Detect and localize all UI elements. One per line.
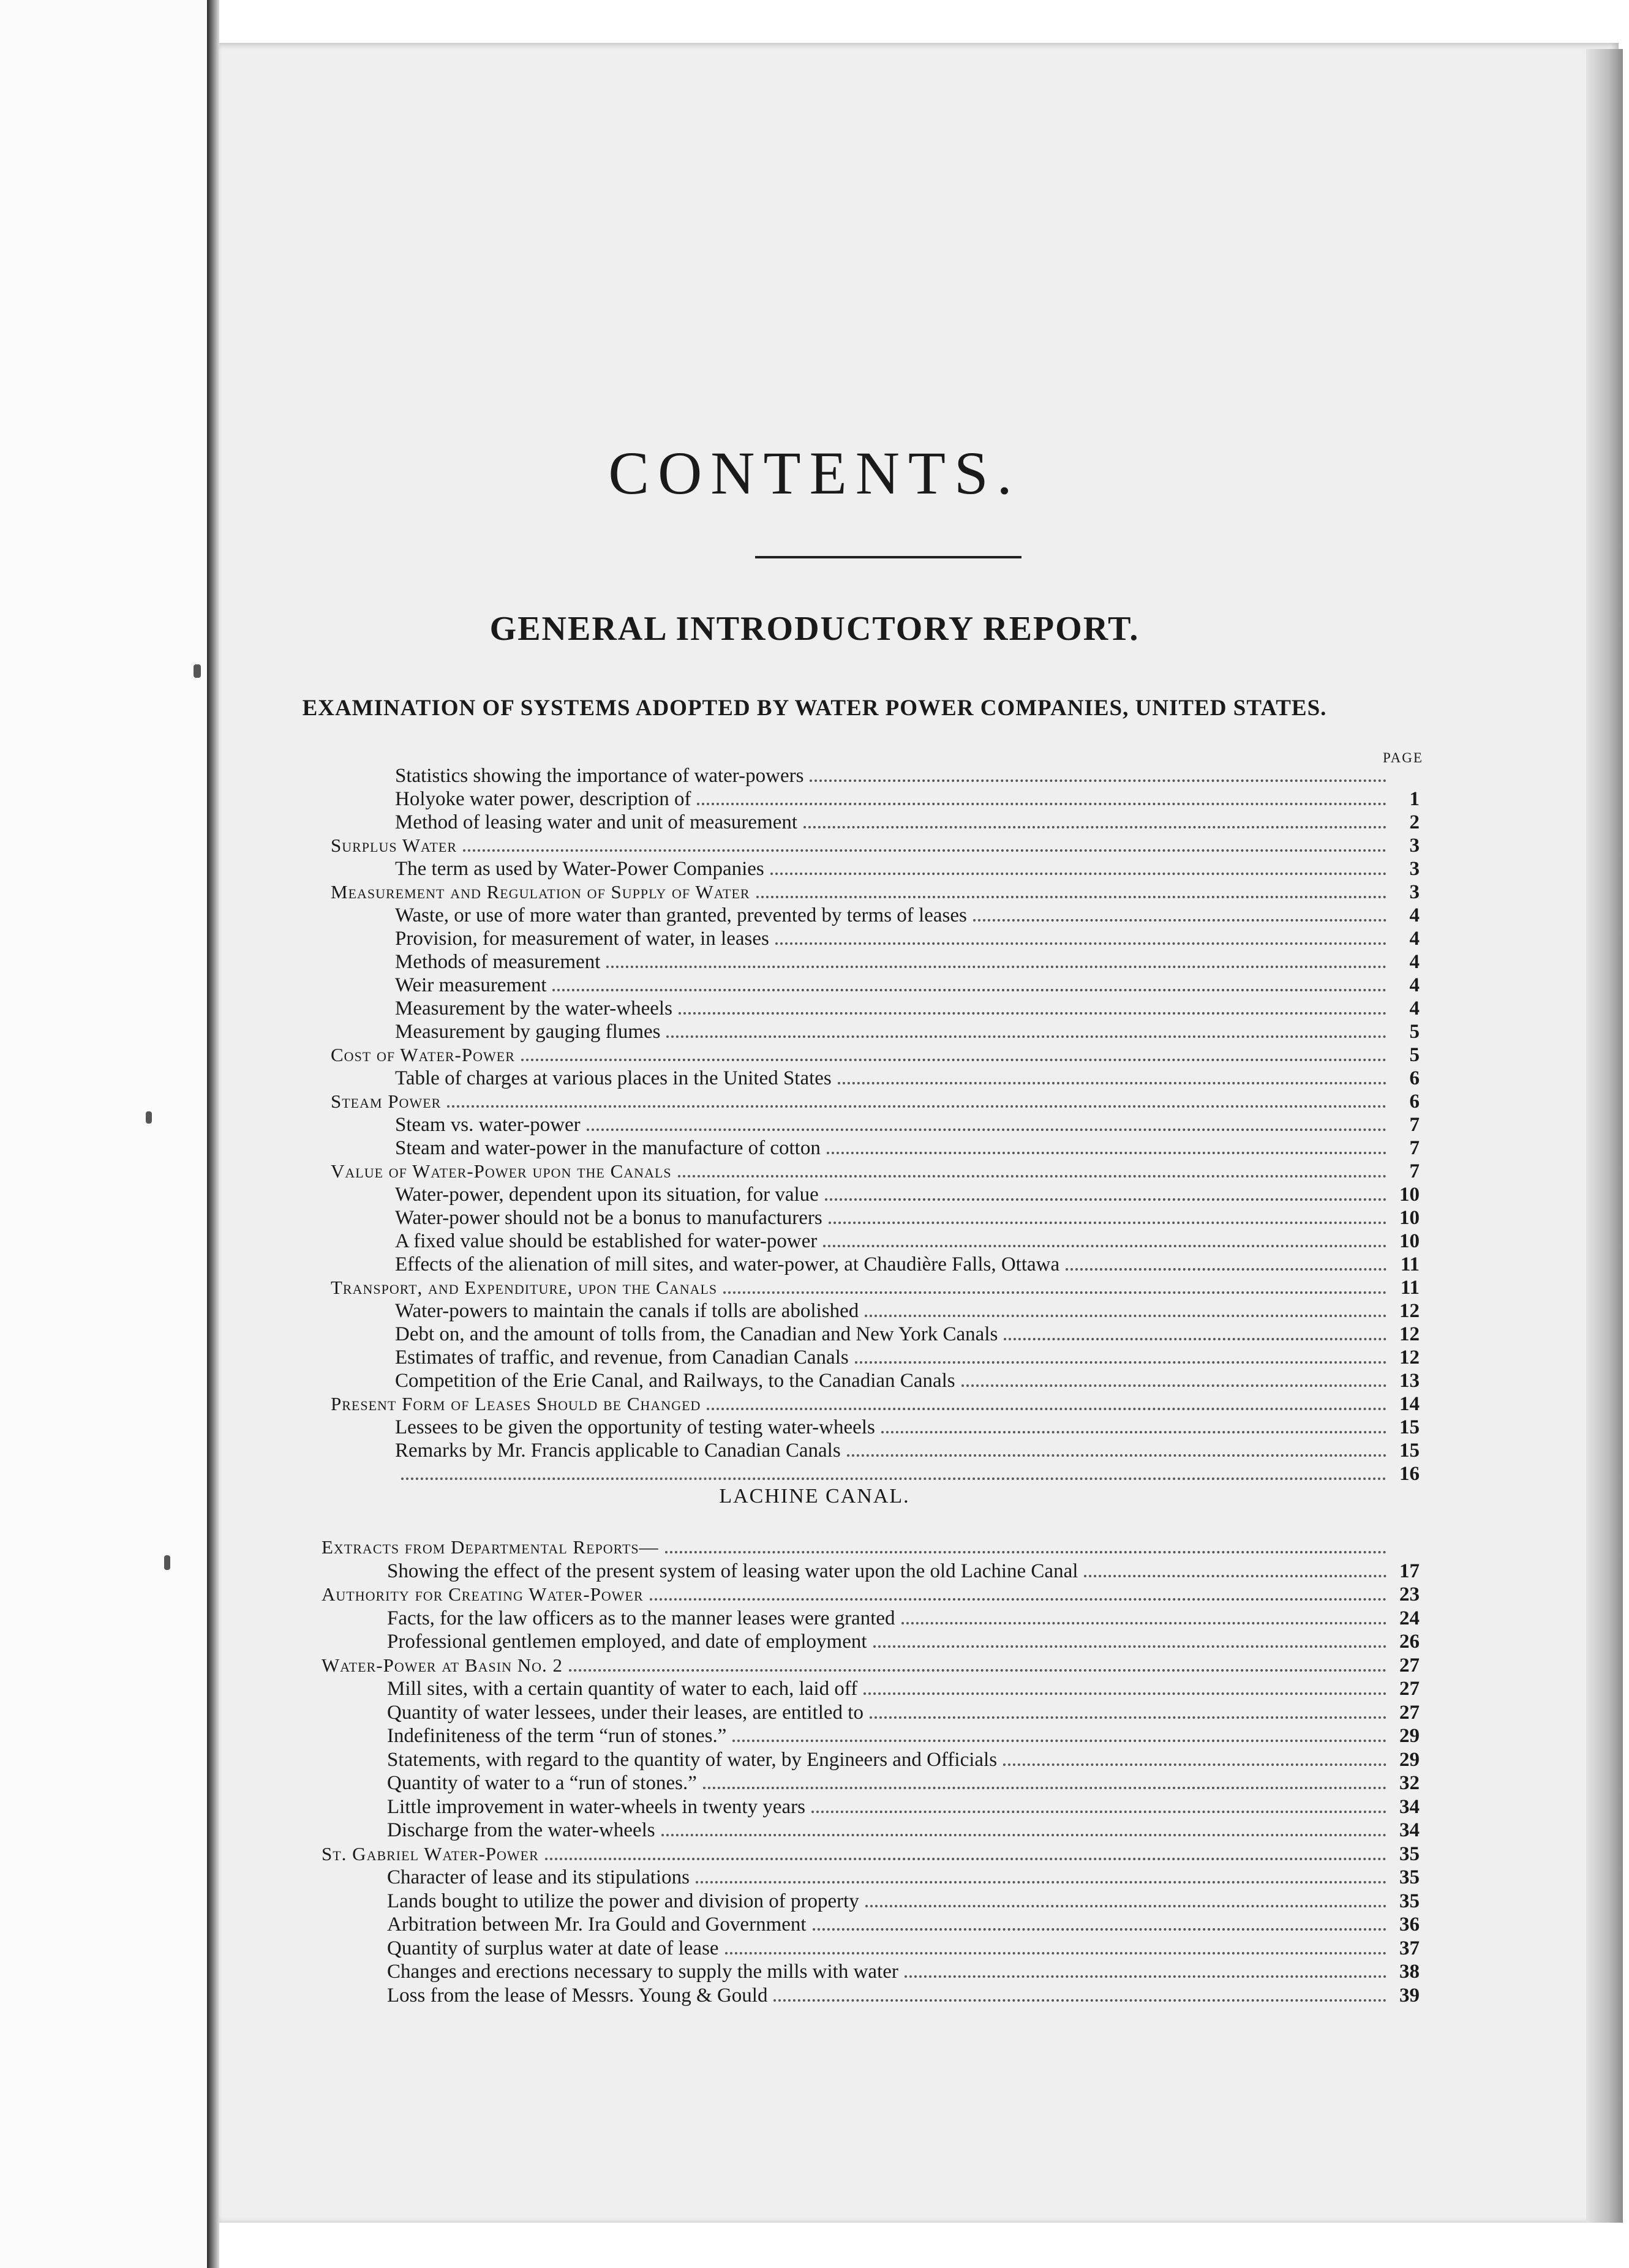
toc-page-number: 13 [1399,1370,1420,1392]
toc-entry [387,1864,1420,1888]
toc-entry-text: Table of charges at various places in the United States [395,1067,832,1089]
toc-page-number: 4 [1409,974,1420,996]
title-rule [755,556,1021,558]
toc-entry-text: Professional gentlemen employed, and date of employment [387,1631,867,1653]
toc-entry-text: Water-power, dependent upon its situation, for value [395,1184,819,1206]
toc-entry [387,1558,1420,1582]
toc-entry [387,1958,1420,1983]
toc-leader-dots [775,942,1386,945]
toc-leader-dots [447,1105,1386,1108]
toc-page-number: 7 [1409,1160,1420,1182]
toc-leader-dots [401,1478,1386,1480]
toc-entry-text: Water-powers to maintain the canals if tolls are abolished [395,1300,859,1322]
toc-entry-text: Statistics showing the importance of water-powers [395,765,804,787]
toc-page-number: 34 [1399,1819,1420,1841]
toc-entry [395,1437,1420,1462]
toc-page-number: 5 [1409,1044,1420,1066]
toc-entry-text: Waste, or use of more water than granted, prevented by terms of leases [395,904,967,926]
toc-leader-dots [723,1291,1386,1294]
toc-page-number: 27 [1399,1678,1420,1700]
toc-leader-dots [863,1692,1386,1695]
toc-entry [395,1111,1420,1136]
book-gutter [207,0,219,2268]
toc-leader-dots [756,896,1386,898]
toc-heading-entry [322,1581,1420,1605]
toc-entry [387,1982,1420,2007]
toc-entry [387,1722,1420,1747]
toc-leader-dots [545,1858,1386,1860]
toc-leader-dots [1003,1763,1386,1766]
toc-leader-dots [810,779,1386,782]
toc-entry-text: Quantity of water lessees, under their leases, are entitled to [387,1701,863,1724]
toc-leader-dots [865,1905,1386,1907]
toc-entry-text: Showing the effect of the present system of leasing water upon the old Lachine Canal [387,1560,1078,1582]
report-title: GENERAL INTRODUCTORY REPORT. [489,610,1140,648]
toc-leader-dots [961,1384,1386,1387]
toc-leader-dots [870,1716,1386,1719]
toc-leader-dots [725,1952,1386,1954]
toc-page-number: 35 [1399,1890,1420,1912]
toc-page-number: 29 [1399,1725,1420,1747]
toc-entry-text: Present Form of Leases Should be Changed [331,1393,701,1414]
toc-leader-dots [865,1315,1386,1317]
toc-leader-dots [1066,1268,1386,1271]
toc-entry [395,1414,1420,1438]
toc-page-number: 10 [1399,1230,1420,1252]
toc-heading-entry [322,1652,1420,1677]
toc-entry-text: St. Gabriel Water-Power [322,1842,539,1864]
toc-heading-entry [331,832,1420,857]
toc-entry [395,1321,1420,1345]
toc-leader-dots [881,1431,1386,1433]
toc-page-number: 7 [1409,1114,1420,1136]
toc-page-number: 5 [1409,1021,1420,1043]
toc-entry [395,786,1420,810]
toc-entry [395,925,1420,950]
toc-entry-text: Steam and water-power in the manufacture of cotton [395,1137,821,1159]
toc-leader-dots [823,1245,1386,1247]
toc-page-number: 24 [1399,1607,1420,1629]
toc-entry-text: Lands bought to utilize the power and division of property [387,1890,859,1912]
toc-entry-text: Water-power should not be a bonus to manufacturers [395,1207,822,1229]
toc-page-number: 27 [1399,1701,1420,1724]
page-edge [1586,49,1623,2223]
toc-entry-text: Remarks by Mr. Francis applicable to Canadian Canals [395,1440,841,1462]
toc-heading-entry [331,879,1420,903]
toc-entry-text: Method of leasing water and unit of measurement [395,811,798,833]
toc-heading-entry [331,1158,1420,1182]
toc-entry [395,972,1420,996]
toc-leader-dots [666,1035,1386,1038]
toc-heading-entry [331,1274,1420,1299]
toc-entry [387,1605,1420,1629]
toc-page-number: 10 [1399,1184,1420,1206]
toc-entry [387,1699,1420,1724]
toc-leader-dots [463,849,1386,852]
toc-page-number: 26 [1399,1631,1420,1653]
toc-page-number: 4 [1409,951,1420,973]
toc-entry-text: Quantity of water to a “run of stones.” [387,1772,697,1794]
toc-page-number: 39 [1399,1984,1420,2007]
toc-leader-dots [679,1012,1386,1015]
toc-entry [395,1065,1420,1089]
toc-page-number: 11 [1400,1277,1420,1299]
toc-leader-dots [707,1408,1386,1410]
toc-entry-text: Steam Power [331,1091,442,1112]
toc-page-number: 4 [1409,928,1420,950]
toc-leader-dots [905,1975,1386,1978]
toc-page-number: 2 [1409,811,1420,833]
toc-page-number: 35 [1399,1866,1420,1888]
toc-entry [395,1228,1420,1252]
toc-entry-text: Quantity of surplus water at date of lease [387,1937,719,1959]
toc-entry [395,1297,1420,1322]
toc-page-number: 3 [1409,881,1420,903]
toc-page-number: 29 [1399,1748,1420,1771]
toc-entry-text: Water-Power at Basin No. 2 [322,1654,563,1676]
toc-entry-text: Little improvement in water-wheels in twenty years [387,1795,805,1818]
toc-leader-dots [697,803,1386,805]
toc-entry-text: Loss from the lease of Messrs. Young & Gould [387,1984,768,2007]
toc-page-number: 12 [1399,1323,1420,1345]
toc-leader-dots [855,1361,1386,1364]
toc-page-number: 38 [1399,1961,1420,1983]
toc-heading-entry [322,1534,1420,1558]
toc-entry-text: Methods of measurement [395,951,601,973]
toc-entry-text: Debt on, and the amount of tolls from, the Canadian and New York Canals [395,1323,998,1345]
toc-page-number: 6 [1409,1091,1420,1113]
toc-leader-dots [901,1622,1386,1624]
toc-leader-dots [650,1598,1386,1601]
left-blank-page [0,0,208,2268]
toc-entry-text: Authority for Creating Water-Power [322,1583,644,1605]
toc-leader-dots [813,1928,1386,1931]
toc-entry-text: Mill sites, with a certain quantity of water to each, laid off [387,1678,858,1700]
toc-page-number: 17 [1399,1560,1420,1582]
toc-page-number: 15 [1399,1416,1420,1438]
toc-page-number: 10 [1399,1207,1420,1229]
toc-leader-dots [1004,1338,1386,1340]
toc-entry-text: Extracts from Departmental Reports— [322,1536,659,1558]
toc-entry [395,995,1420,1019]
toc-entry-text: Surplus Water [331,835,457,856]
toc-heading-entry [331,1042,1420,1066]
toc-leader-dots [732,1740,1386,1742]
toc-page-number: 11 [1400,1253,1420,1275]
toc-entry [395,1344,1420,1369]
toc-leader-dots [606,966,1386,968]
toc-leader-dots [838,1082,1386,1084]
toc-leader-dots [811,1811,1386,1813]
toc-entry-text: Competition of the Erie Canal, and Railways, to the Canadian Canals [395,1370,955,1392]
toc-entry-text: Cost of Water-Power [331,1044,515,1065]
toc-page-number: 6 [1409,1067,1420,1089]
toc-entry-text: Indefiniteness of the term “run of stones.” [387,1725,727,1747]
toc-leader-dots [773,1999,1386,2002]
toc-entry-text: Transport, and Expenditure, upon the Canals [331,1277,718,1298]
toc-entry-text: Effects of the alienation of mill sites, and water-power, at Chaudière Falls, Ottawa [395,1253,1060,1275]
toc-entry [387,1793,1420,1818]
toc-entry-text: Measurement by gauging flumes [395,1021,661,1043]
toc-leader-dots [803,826,1386,828]
toc-entry-text: Measurement by the water-wheels [395,997,672,1019]
toc-entry [395,902,1420,926]
toc-entry-text: The term as used by Water-Power Companies [395,858,764,880]
toc-page-number: 4 [1409,997,1420,1019]
toc-entry-text: Weir measurement [395,974,547,996]
toc-heading-entry [331,1088,1420,1113]
toc-page-number: 12 [1399,1346,1420,1369]
contents-title: CONTENTS. [608,439,1021,507]
toc-page-number: 12 [1399,1300,1420,1322]
toc-entry [387,1746,1420,1771]
toc-entry-text: Provision, for measurement of water, in leases [395,928,769,950]
toc-entry [395,855,1420,880]
toc-page-number: 4 [1409,904,1420,926]
toc-leader-dots [829,1222,1386,1224]
toc-page-number: 23 [1399,1583,1420,1605]
toc-entry-text: Steam vs. water-power [395,1114,581,1136]
toc-entry [395,948,1420,973]
toc-entry [387,1935,1420,1959]
toc-entry-text: A fixed value should be established for water-power [395,1230,818,1252]
toc-entry-text: Changes and erections necessary to supply the mills with water [387,1961,898,1983]
toc-page-number: 37 [1399,1937,1420,1959]
toc-entry-text: Measurement and Regulation of Supply of Water [331,881,750,903]
toc-entry [387,1817,1420,1841]
toc-leader-dots [873,1645,1386,1648]
toc-entry-text: Value of Water-Power upon the Canals [331,1160,672,1182]
toc-page-number: 34 [1399,1795,1420,1818]
toc-page-number: 32 [1399,1772,1420,1794]
toc-leader-dots [847,1454,1386,1457]
toc-entry-text: Character of lease and its stipulations [387,1866,690,1888]
toc-entry-text: Arbitration between Mr. Ira Gould and Government [387,1913,807,1936]
toc-entry [395,1204,1420,1229]
toc-leader-dots [827,1152,1386,1154]
toc-entry [395,1135,1420,1159]
toc-page-number: 14 [1399,1393,1420,1415]
toc-entry [387,1628,1420,1653]
toc-leader-dots [703,1787,1386,1789]
toc-leader-dots [1084,1575,1386,1577]
toc-page-number: 7 [1409,1137,1420,1159]
toc-entry [395,1018,1420,1043]
toc-entry-text: Holyoke water power, description of [395,788,691,810]
lachine-canal-title: LACHINE CANAL. [719,1485,910,1508]
toc-page-number: 1 [1409,788,1420,810]
toc-entry-text: Discharge from the water-wheels [387,1819,655,1841]
toc-entry [387,1911,1420,1936]
toc-leader-dots [770,873,1386,875]
toc-entry [387,1770,1420,1794]
toc-leader-dots [587,1128,1386,1131]
page-column-label: PAGE [1383,750,1423,765]
toc-entry-text: Statements, with regard to the quantity of water, by Engineers and Officials [387,1748,998,1771]
toc-entry [395,762,1420,787]
toc-leader-dots [521,1059,1386,1061]
toc-leader-dots [569,1669,1386,1672]
toc-entry-text: Facts, for the law officers as to the manner leases were granted [387,1607,895,1629]
toc-page-number: 16 [1399,1463,1420,1485]
toc-heading-entry [331,1391,1420,1415]
toc-leader-dots [678,1175,1386,1177]
toc-page-number: 15 [1399,1440,1420,1462]
toc-entry [395,1367,1420,1392]
toc-entry [387,1888,1420,1912]
toc-leader-dots [665,1551,1386,1553]
toc-page-number: 35 [1399,1842,1420,1865]
toc-leader-dots [825,1198,1386,1201]
toc-page-number: 27 [1399,1654,1420,1677]
toc-entry [395,1460,1420,1485]
toc-leader-dots [661,1834,1386,1836]
toc-entry-text: Estimates of traffic, and revenue, from Canadian Canals [395,1346,849,1369]
toc-leader-dots [973,919,1386,922]
section-heading: EXAMINATION OF SYSTEMS ADOPTED BY WATER POWER COMPANIES, UNITED STATES. [302,696,1327,721]
toc-page-number: 3 [1409,858,1420,880]
toc-entry [387,1675,1420,1700]
toc-entry [395,1251,1420,1275]
toc-entry-text: Lessees to be given the opportunity of testing water-wheels [395,1416,875,1438]
toc-leader-dots [552,989,1386,991]
toc-entry [395,809,1420,833]
toc-heading-entry [322,1841,1420,1865]
toc-entry [395,1181,1420,1206]
toc-page-number: 3 [1409,835,1420,857]
toc-leader-dots [696,1881,1386,1883]
toc-page-number: 36 [1399,1913,1420,1936]
